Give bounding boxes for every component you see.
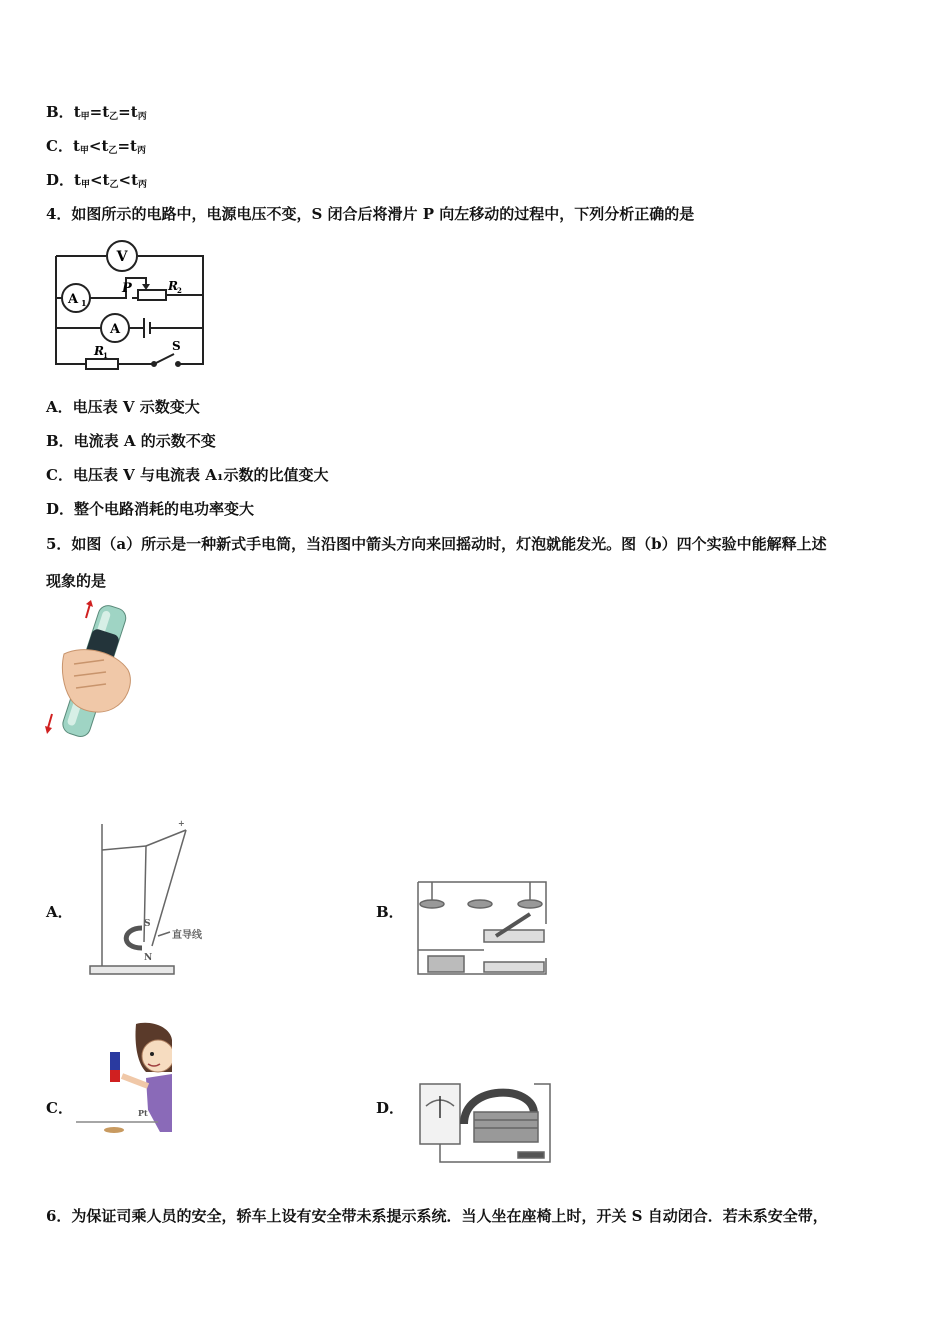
ammeter-a-label: A bbox=[109, 322, 121, 337]
q5-fig-a-diagram bbox=[86, 820, 216, 980]
fig-a-n-label: N bbox=[144, 953, 153, 963]
q4-option-a: A．电压表 V 示数变大 bbox=[46, 398, 200, 416]
q5-stem-line1: 5．如图（a）所示是一种新式手电筒，当沿图中箭头方向来回摇动时，灯泡就能发光。图（b）四个实验中能解释上述 bbox=[46, 535, 827, 553]
q3-option-c: C．$t_甲<t_乙=t_丙$ bbox=[46, 137, 146, 156]
q4-stem: 4．如图所示的电路中，电源电压不变，S 闭合后将滑片 P 向左移动的过程中，下列分析正确的是 bbox=[46, 205, 695, 223]
q3-option-b: B．$t_甲=t_乙=t_丙$ bbox=[46, 103, 147, 122]
q5-fig-d-diagram bbox=[414, 1074, 554, 1168]
ammeter-a1-sub: 1 bbox=[81, 298, 87, 308]
q4-option-b: B．电流表 A 的示数不变 bbox=[46, 432, 216, 450]
r2-sub: 2 bbox=[177, 286, 182, 295]
switch-s-label: S bbox=[172, 339, 181, 353]
r1-label: R bbox=[94, 344, 104, 358]
q6-stem: 6．为保证司乘人员的安全，轿车上设有安全带未系提示系统．当人坐在座椅上时，开关 S 自动闭合．若未系安全带， bbox=[46, 1207, 828, 1225]
r2-label: R bbox=[168, 279, 178, 293]
q3-option-d: D．$t_甲<t_乙<t_丙$ bbox=[46, 171, 148, 190]
q5-fig-c-label: C． bbox=[46, 1099, 73, 1117]
voltmeter-label: V bbox=[116, 249, 128, 265]
q5-fig-a-label: A． bbox=[46, 903, 73, 921]
fig-a-s-label: S bbox=[144, 919, 151, 929]
q4-circuit-diagram bbox=[46, 238, 216, 370]
ammeter-a1-label: A bbox=[67, 292, 79, 307]
flashlight-hand-figure bbox=[44, 600, 140, 744]
svg-text:Pt: Pt bbox=[138, 1108, 148, 1118]
svg-text:+: + bbox=[178, 820, 185, 828]
q4-option-c: C．电压表 V 与电流表 A₁示数的比值变大 bbox=[46, 466, 329, 484]
q5-stem-line2: 现象的是 bbox=[46, 572, 107, 590]
q5-fig-c-diagram bbox=[76, 1020, 172, 1136]
q5-fig-d-label: D． bbox=[376, 1099, 405, 1117]
q5-fig-b-label: B． bbox=[376, 903, 404, 921]
q5-fig-b-diagram bbox=[412, 874, 552, 980]
slider-p-label: P bbox=[122, 281, 132, 296]
q4-option-d: D．整个电路消耗的电功率变大 bbox=[46, 500, 255, 518]
fig-a-wire-label: 直导线 bbox=[172, 930, 202, 941]
r1-sub: 1 bbox=[103, 351, 108, 360]
